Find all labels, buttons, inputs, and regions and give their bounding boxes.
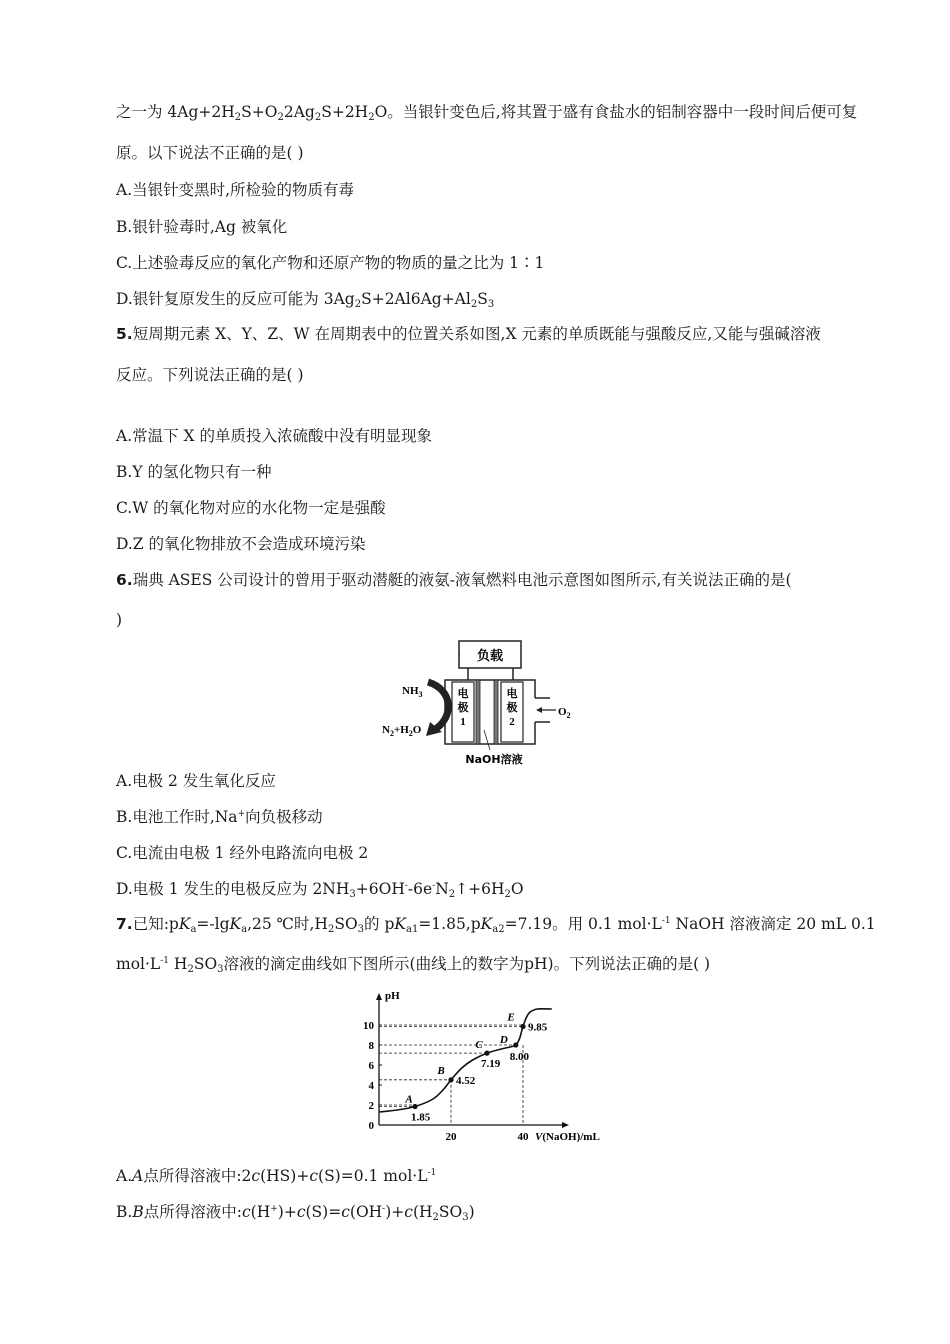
point-C <box>484 1051 489 1056</box>
q6-option-d: D.电极 1 发生的电极反应为 $2NH_3+6OH^--6e^-N_2↑+6H_2O$ <box>116 880 524 900</box>
q5-option-d: D.Z 的氧化物排放不会造成环境污染 <box>116 535 366 553</box>
svg-text:电: 电 <box>506 687 518 700</box>
point-name-B: B <box>437 1064 445 1077</box>
q7-number: 7. <box>116 915 133 933</box>
q4-option-a: A.当银针变黑时,所检验的物质有毒 <box>116 181 355 199</box>
q5-option-b: B.Y 的氢化物只有一种 <box>116 463 272 481</box>
q6-stem-line-1: 6.瑞典 ASES 公司设计的曾用于驱动潜艇的液氨-液氧燃料电池示意图如图所示,有关说法正确的是( <box>116 571 792 589</box>
q6-option-a: A.电极 2 发生氧化反应 <box>116 772 276 790</box>
n2-h2o-label: $N_2+H_2O$ <box>382 724 422 738</box>
svg-text:电: 电 <box>457 687 469 700</box>
q4-stem-line-2: 原。以下说法不正确的是( ) <box>116 144 304 162</box>
point-A <box>412 1104 417 1109</box>
point-B <box>448 1077 453 1082</box>
q7-stem-line-1: 7.已知$:pK_a=-\lg K_a,25$ ℃时$,H_2SO_3$的 $pK_{a1}=1.85,pK_{a2}=7.19$。用 0.1 $mol\cdot L^{-1}$ NaOH 溶液滴定 20 mL 0.1 <box>116 915 876 935</box>
svg-text:极: 极 <box>506 701 518 714</box>
x-axis-label: V(NaOH)/mL <box>535 1131 600 1143</box>
load-label: 负载 <box>476 649 504 664</box>
x-tick-label-20: 20 <box>445 1131 457 1143</box>
q5-option-c: C.W 的氧化物对应的水化物一定是强酸 <box>116 499 386 517</box>
y-tick-label-10: 10 <box>363 1020 374 1032</box>
q4-option-c: C.上述验毒反应的氧化产物和还原产物的物质的量之比为 1∶1 <box>116 254 545 272</box>
q6-number: 6. <box>116 571 133 589</box>
point-value-C: 7.19 <box>481 1058 501 1071</box>
q7-stem-line-2: $mol\cdot L^{-1}$ $H_2SO_3$溶液的滴定曲线如下图所示(曲线上的数字为pH)。下列说法正确的是( ) <box>116 955 711 975</box>
point-value-A: 1.85 <box>411 1111 431 1124</box>
q4-option-d: D.银针复原发生的反应可能为 $3Ag_2S+2Al6Ag+Al_2S_3$ <box>116 290 495 310</box>
svg-text:1: 1 <box>460 716 466 728</box>
y-axis-label: pH <box>385 990 400 1002</box>
nh3-curved-arrow <box>428 682 448 730</box>
o2-label: $O_2$ <box>558 706 571 720</box>
point-D <box>513 1042 518 1047</box>
x-tick-label-40: 40 <box>517 1131 529 1143</box>
point-value-B: 4.52 <box>456 1074 476 1087</box>
q6-option-b: B.电池工作时,Na+向负极移动 <box>116 808 323 826</box>
y-tick-label-2: 2 <box>368 1100 374 1112</box>
y-tick-label-4: 4 <box>368 1080 374 1092</box>
y-axis-arrow <box>376 993 382 1000</box>
q6-option-c: C.电流由电极 1 经外电路流向电极 2 <box>116 844 369 862</box>
svg-text:2: 2 <box>509 716 515 728</box>
fuel-cell-diagram <box>372 638 582 770</box>
q6-stem-line-2: ) <box>116 611 123 629</box>
q4-option-b: B.银针验毒时,Ag 被氧化 <box>116 218 288 236</box>
naoh-solution-label: NaOH溶液 <box>465 753 523 766</box>
q7-option-b: B.B点所得溶液中$:c(H^+)+c(S)=c(OH^-)+c(H_2SO_3)$ <box>116 1203 475 1223</box>
q5-stem-line-2: 反应。下列说法正确的是( ) <box>116 366 304 384</box>
nh3-label: $NH_3$ <box>402 685 423 699</box>
point-name-A: A <box>405 1093 413 1106</box>
svg-text:极: 极 <box>457 701 469 714</box>
x-tick-label-0: 0 <box>368 1120 374 1132</box>
q5-option-a: A.常温下 X 的单质投入浓硫酸中没有明显现象 <box>116 427 433 445</box>
point-value-E: 9.85 <box>528 1021 548 1034</box>
titration-curve-chart <box>355 982 625 1144</box>
membrane-right <box>494 680 498 744</box>
q5-stem-line-1: 5.短周期元素 X、Y、Z、W 在周期表中的位置关系如图,X 元素的单质既能与强酸反应,又能与强碱溶液 <box>116 325 821 343</box>
x-axis-arrow <box>562 1122 569 1128</box>
point-E <box>520 1024 525 1029</box>
q7-option-a: A.A点所得溶液中:2c(HS)+c(S)=0.1 $mol\cdot L^{-1}$ <box>116 1167 437 1185</box>
point-name-E: E <box>507 1011 515 1024</box>
point-name-C: C <box>475 1039 483 1052</box>
y-tick-label-8: 8 <box>368 1040 374 1052</box>
q5-number: 5. <box>116 325 133 343</box>
point-name-D: D <box>499 1034 508 1046</box>
q4-stem-line-1: 之一为 $4Ag+2H_2S+O_22Ag_2S+2H_2O$。当银针变色后,将其置于盛有食盐水的铝制容器中一段时间后便可复 <box>116 103 858 123</box>
y-tick-label-6: 6 <box>368 1060 374 1072</box>
membrane-left <box>476 680 480 744</box>
point-value-D: 8.00 <box>509 1051 530 1063</box>
